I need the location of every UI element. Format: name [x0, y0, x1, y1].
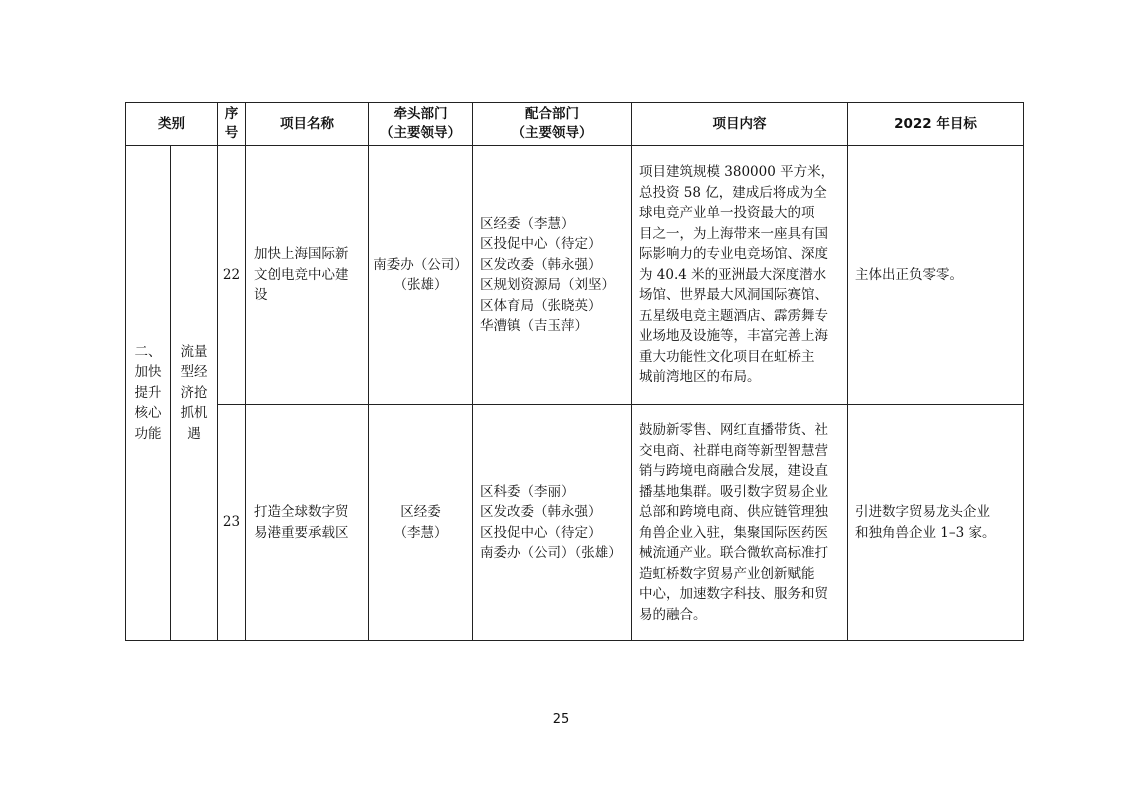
lead-dept-line: （李慧） — [393, 524, 448, 541]
partner-dept-line: 区发改委（韩永强） — [480, 504, 602, 520]
project-name-line: 易港重要承载区 — [254, 524, 349, 541]
project-content — [632, 146, 848, 405]
lead-dept — [369, 405, 473, 641]
project-content — [632, 405, 848, 641]
header-lead-line: 牵头部门 — [393, 106, 448, 122]
header-category: 类别 — [126, 103, 218, 146]
content-line: 际影响力的专业电竞场馆、深度 — [639, 246, 828, 263]
category-level1-line: 加快 — [134, 364, 162, 381]
category-level2-line: 流量 — [180, 343, 208, 360]
lead-dept-line: （张雄） — [393, 277, 448, 293]
content-line: 为 40.4 米的亚洲最大深度潜水 — [639, 266, 827, 283]
content-line: 球电竞产业单一投资最大的项 — [639, 205, 815, 222]
partner-dept-line: 区投促中心（待定） — [480, 524, 602, 541]
lead-dept — [369, 146, 473, 405]
header-serial-line: 号 — [224, 125, 239, 141]
target-line: 引进数字贸易龙头企业 — [855, 504, 990, 520]
target-2022 — [848, 405, 1024, 641]
header-partner-dept — [473, 103, 632, 146]
header-serial-line: 序 — [224, 106, 239, 122]
header-project-name: 项目名称 — [246, 103, 369, 146]
category-level1-line: 二、 — [134, 343, 162, 360]
content-line: 械流通产业。联合微软高标准打 — [639, 545, 828, 561]
header-lead-line: （主要领导） — [380, 125, 461, 141]
content-line: 销与跨境电商融合发展，建设直 — [639, 463, 828, 479]
row-number: 22 — [218, 146, 246, 405]
content-line: 中心，加速数字科技、服务和贸 — [639, 586, 828, 602]
partner-dept — [473, 405, 632, 641]
partner-dept-line: 区投促中心（待定） — [480, 236, 602, 252]
table-row — [126, 405, 1024, 641]
content-line: 鼓励新零售、网红直播带货、社 — [639, 422, 828, 438]
partner-dept-line: 区科委（李丽） — [480, 483, 575, 500]
content-line: 城前湾地区的布局。 — [639, 369, 761, 386]
category-level2-line: 抓机 — [180, 405, 208, 422]
project-name-line: 打造全球数字贸 — [254, 504, 349, 520]
partner-dept-line: 区经委（李慧） — [480, 215, 575, 232]
content-line: 总投资 58 亿，建成后将成为全 — [639, 184, 827, 201]
category-level2-line: 型经 — [180, 364, 208, 381]
content-line: 重大功能性文化项目在虹桥主 — [639, 348, 815, 365]
partner-dept-line: 区发改委（韩永强） — [480, 256, 602, 273]
header-target: 2022 年目标 — [848, 103, 1024, 146]
project-table — [125, 102, 1024, 641]
category-level2-line: 济抢 — [180, 384, 208, 401]
partner-dept-line: 华漕镇（吉玉萍） — [480, 318, 588, 334]
content-line: 交电商、社群电商等新型智慧营 — [639, 442, 828, 459]
category-level1-cell — [126, 146, 171, 641]
project-name — [246, 405, 369, 641]
partner-dept — [473, 146, 632, 405]
page-number: 25 — [552, 712, 570, 727]
row-number: 23 — [218, 405, 246, 641]
header-row — [126, 103, 1024, 146]
target-2022 — [848, 146, 1024, 405]
project-name-line: 文创电竞中心建 — [254, 266, 349, 283]
category-level1-line: 提升 — [134, 384, 162, 401]
header-partner-line: 配合部门 — [525, 106, 579, 122]
target-line: 主体出正负零零。 — [855, 266, 963, 283]
project-name-line: 设 — [254, 287, 268, 304]
content-line: 播基地集群。吸引数字贸易企业 — [639, 483, 828, 500]
content-line: 总部和跨境电商、供应链管理独 — [639, 504, 828, 520]
content-line: 五星级电竞主题酒店、霹雳舞专 — [639, 307, 828, 324]
table-row — [126, 146, 1024, 405]
category-level1-line: 核心 — [134, 405, 162, 422]
content-line: 业场地及设施等，丰富完善上海 — [639, 328, 828, 345]
lead-dept-line: 南委办（公司） — [373, 256, 468, 273]
target-line: 和独角兽企业 1–3 家。 — [855, 524, 996, 541]
header-lead-dept — [369, 103, 473, 146]
header-partner-line: （主要领导） — [511, 125, 593, 141]
partner-dept-line: 南委办（公司）（张雄） — [480, 545, 622, 561]
content-line: 项目建筑规模 380000 平方米， — [639, 164, 835, 181]
category-level2-cell — [171, 146, 218, 641]
category-level2-line: 遇 — [187, 425, 201, 442]
content-line: 场馆、世界最大风洞国际赛馆、 — [639, 287, 828, 304]
content-line: 目之一，为上海带来一座具有国 — [639, 225, 828, 242]
project-name — [246, 146, 369, 405]
partner-dept-line: 区体育局（张晓英） — [480, 297, 602, 314]
content-line: 造虹桥数字贸易产业创新赋能 — [639, 565, 815, 582]
partner-dept-line: 区规划资源局（刘坚） — [480, 277, 615, 293]
lead-dept-line: 区经委 — [400, 504, 441, 520]
category-level1-line: 功能 — [134, 425, 162, 442]
content-line: 角兽企业入驻，集聚国际医药医 — [639, 524, 828, 541]
project-name-line: 加快上海国际新 — [254, 246, 349, 263]
header-serial — [218, 103, 246, 146]
content-line: 易的融合。 — [639, 606, 707, 623]
header-content: 项目内容 — [632, 103, 848, 146]
